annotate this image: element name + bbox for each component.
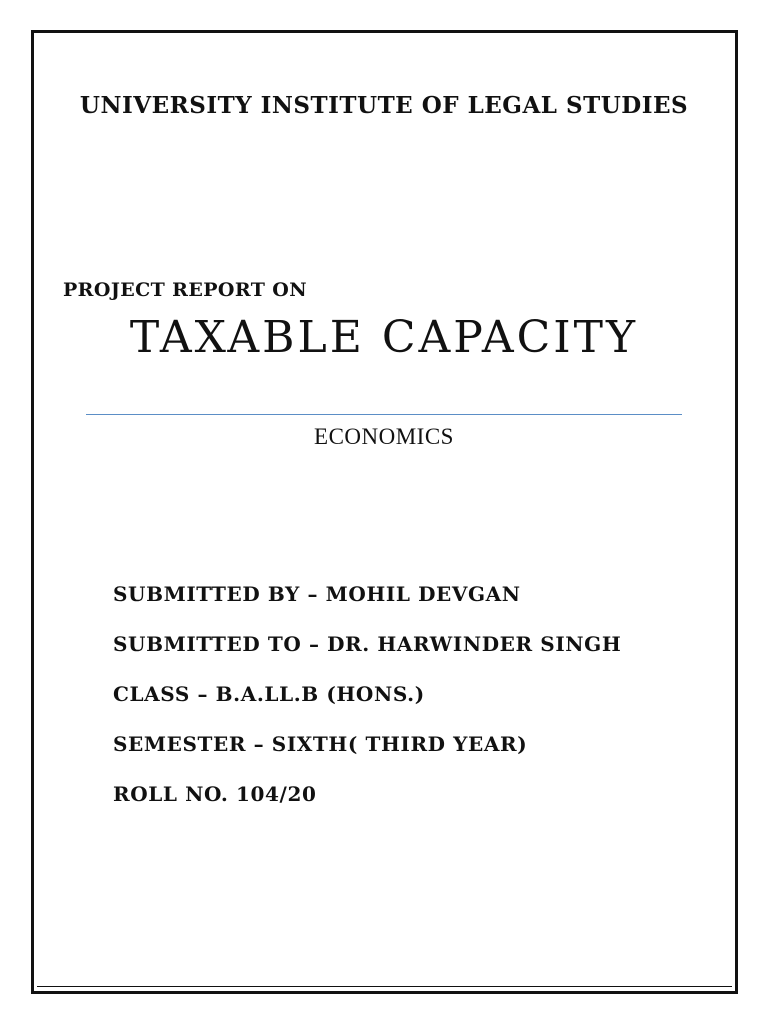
institute-name: UNIVERSITY INSTITUTE OF LEGAL STUDIES (79, 92, 689, 119)
submitted-by: SUBMITTED BY – MOHIL DEVGAN (113, 582, 521, 606)
roll-number: ROLL NO. 104/20 (113, 782, 317, 806)
semester-info: SEMESTER – SIXTH( THIRD YEAR) (113, 732, 528, 756)
project-report-label: PROJECT REPORT ON (63, 279, 308, 301)
subject-name: ECONOMICS (314, 424, 454, 449)
submitted-to: SUBMITTED TO – DR. HARWINDER SINGH (113, 632, 622, 656)
class-info: CLASS – B.A.LL.B (HONS.) (113, 682, 425, 706)
page-border-bottom-line (37, 986, 732, 987)
submission-details (113, 580, 621, 830)
title-divider (86, 414, 682, 415)
report-title: TAXABLE CAPACITY (129, 312, 639, 363)
page-border (31, 30, 738, 994)
